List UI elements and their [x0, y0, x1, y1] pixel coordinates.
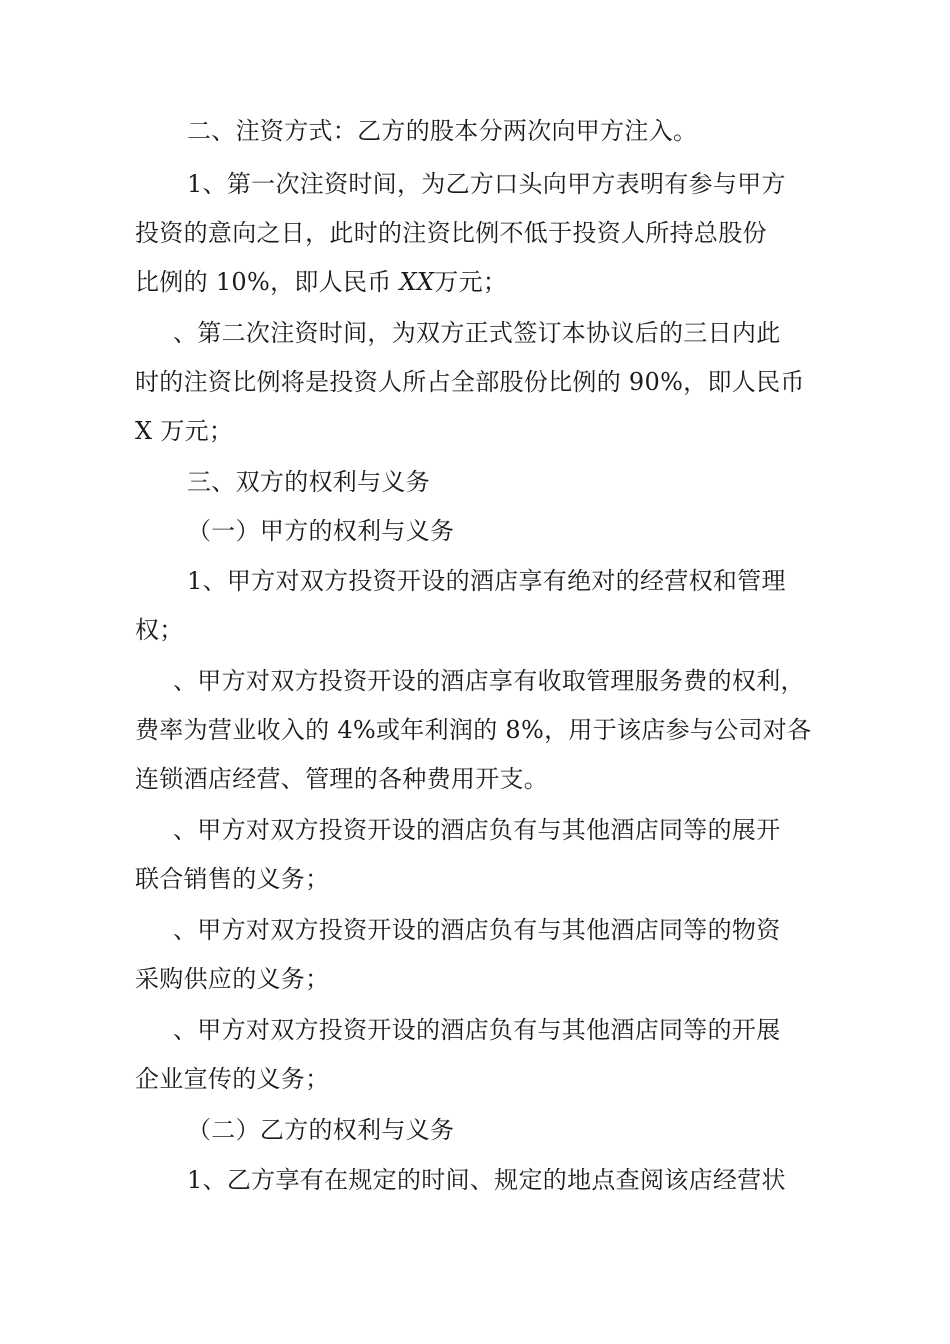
subsection-heading-party-b: [135, 1106, 825, 1155]
text-fragment: 比例的 10%，即人民币: [135, 268, 400, 296]
text-line: 连锁酒店经营、管理的各种费用开支。: [135, 765, 549, 793]
text-fragment: 万元；: [434, 268, 508, 296]
text-line: （一）甲方的权利与义务: [187, 517, 455, 545]
text-line: 、甲方对双方投资开设的酒店负有与其他酒店同等的展开: [173, 816, 781, 844]
text-line: 1、第一次注资时间，为乙方口头向甲方表明有参与甲方: [187, 170, 786, 198]
text-line: （二）乙方的权利与义务: [187, 1116, 455, 1144]
paragraph-first-injection: [135, 160, 825, 307]
text-line: 二、注资方式：乙方的股本分两次向甲方注入。: [187, 117, 698, 145]
text-line: 1、乙方享有在规定的时间、规定的地点查阅该店经营状: [187, 1166, 786, 1194]
paragraph-party-a-item-4: [135, 906, 825, 1004]
text-line: 采购供应的义务；: [135, 965, 330, 993]
text-line: 权；: [135, 616, 184, 644]
paragraph-second-injection: [135, 309, 825, 456]
text-line: [135, 258, 825, 307]
text-line: 三、双方的权利与义务: [187, 468, 430, 496]
paragraph-party-b-item-1: [135, 1156, 825, 1205]
text-line: 投资的意向之日，此时的注资比例不低于投资人所持总股份: [135, 219, 767, 247]
text-line: 、甲方对双方投资开设的酒店负有与其他酒店同等的物资: [173, 916, 781, 944]
text-line: 、甲方对双方投资开设的酒店享有收取管理服务费的权利，: [173, 667, 805, 695]
paragraph-party-a-item-2: [135, 657, 825, 804]
paragraph-party-a-item-1: [135, 557, 825, 655]
paragraph-party-a-item-5: [135, 1006, 825, 1104]
text-line: X 万元；: [135, 417, 234, 445]
text-line: 1、甲方对双方投资开设的酒店享有绝对的经营权和管理: [187, 567, 786, 595]
section-heading-rights: [135, 458, 825, 507]
subsection-heading-party-a: [135, 507, 825, 556]
text-line: 费率为营业收入的 4%或年利润的 8%，用于该店参与公司对各: [135, 716, 812, 744]
paragraph-injection-method: [135, 107, 825, 156]
text-line: 、第二次注资时间，为双方正式签订本协议后的三日内此: [173, 319, 781, 347]
text-line: 企业宣传的义务；: [135, 1065, 330, 1093]
paragraph-party-a-item-3: [135, 806, 825, 904]
text-fragment-italic: XX: [399, 268, 435, 296]
text-line: 联合销售的义务；: [135, 865, 330, 893]
text-line: 时的注资比例将是投资人所占全部股份比例的 90%，即人民币: [135, 368, 805, 396]
text-line: 、甲方对双方投资开设的酒店负有与其他酒店同等的开展: [173, 1016, 781, 1044]
